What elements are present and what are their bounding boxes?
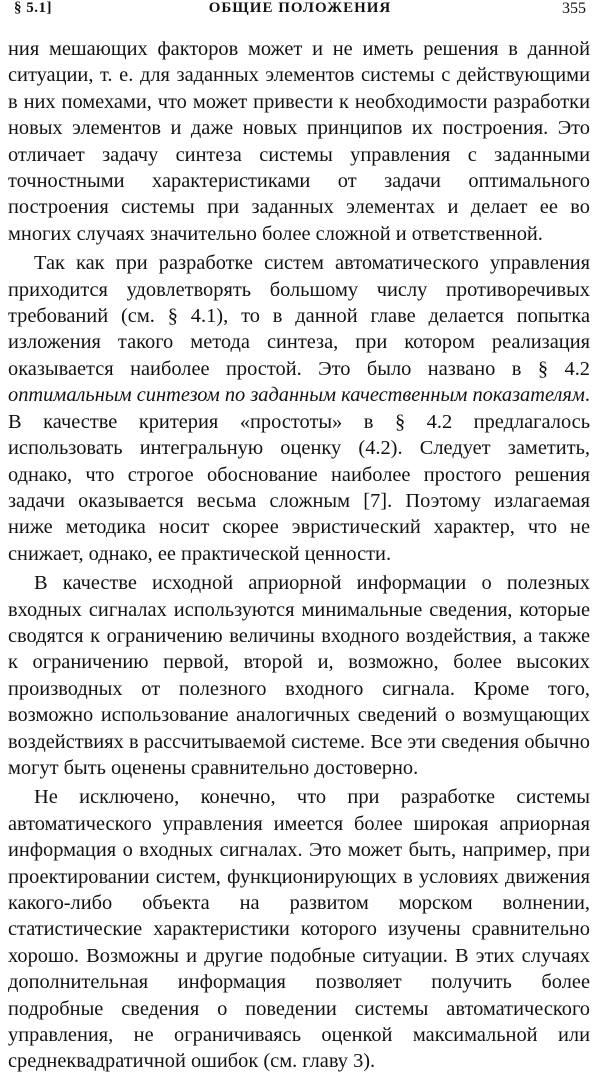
paragraph-text: Так как при разработке систем автоматического управления приходится удовлетворять большому числу противоречивых требований (см. § 4.1), то в данной главе делается попытка изложения такого метода синтеза, при котором реализация оказывается наиболее простой. Это было названо в § 4.2 (8, 252, 590, 380)
body-text (8, 36, 590, 1075)
italic-term: оптимальным синтезом по заданным качественным показателям (8, 384, 585, 407)
paragraph-synthesis-method (8, 250, 590, 567)
paragraph-a-priori-info: В качестве исходной априорной информации о полезных входных сигналах используются минимальные сведения, которые сводятся к ограничению величины входного воздействия, а также к ограничению первой, второй и, возможно, более высоких производных от полезного входного сигнала. Кроме того, возможно использование аналогичных сведений о возмущающих воздействиях в рассчитываемой системе. Все эти сведения обычно могут быть оценены сравнительно достоверно. (8, 572, 590, 779)
section-reference: § 5.1] (14, 0, 52, 16)
running-head (8, 0, 592, 24)
paragraph-continued: ния мешающих факторов может и не иметь решения в данной ситуации, т. е. для заданных элементов системы с действующими в них помехами, что может привести к необходимости разработки новых элементов и даже новых принципов их построения. Это отличает задачу синтеза системы управления с заданными точностными характеристиками от задачи оптимального построения системы при заданных элементах и делает ее во многих случаях значительно более сложной и ответственной. (8, 38, 590, 245)
running-title: ОБЩИЕ ПОЛОЖЕНИЯ (208, 0, 392, 16)
page-number: 355 (562, 0, 586, 17)
paragraph-text: . В качестве критерия «простоты» в § 4.2 предлагалось использовать интегральную оценку (4.2). Следует заметить, однако, что строгое обоснование наиболее простого решения задачи оказывается весьма сложным [7]. Поэтому излагаемая ниже методика носит скорее эвристический характер, что не снижает, однако, ее практической ценности. (8, 384, 590, 565)
paragraph-extended-info: Не исключено, конечно, что при разработке системы автоматического управления имеется более широкая априорная информация о входных сигналах. Это может быть, например, при проектировании систем, функционирующих в условиях движения какого-либо объекта на развитом морском волнении, статистические характеристики которого изучены сравнительно хорошо. Возможны и другие подобные ситуации. В этих случаях дополнительная информация позволяет получить более подробные сведения о поведении системы автоматического управления, не ограничиваясь оценкой максимальной или среднеквадратичной ошибок (см. главу 3). (8, 786, 590, 1073)
